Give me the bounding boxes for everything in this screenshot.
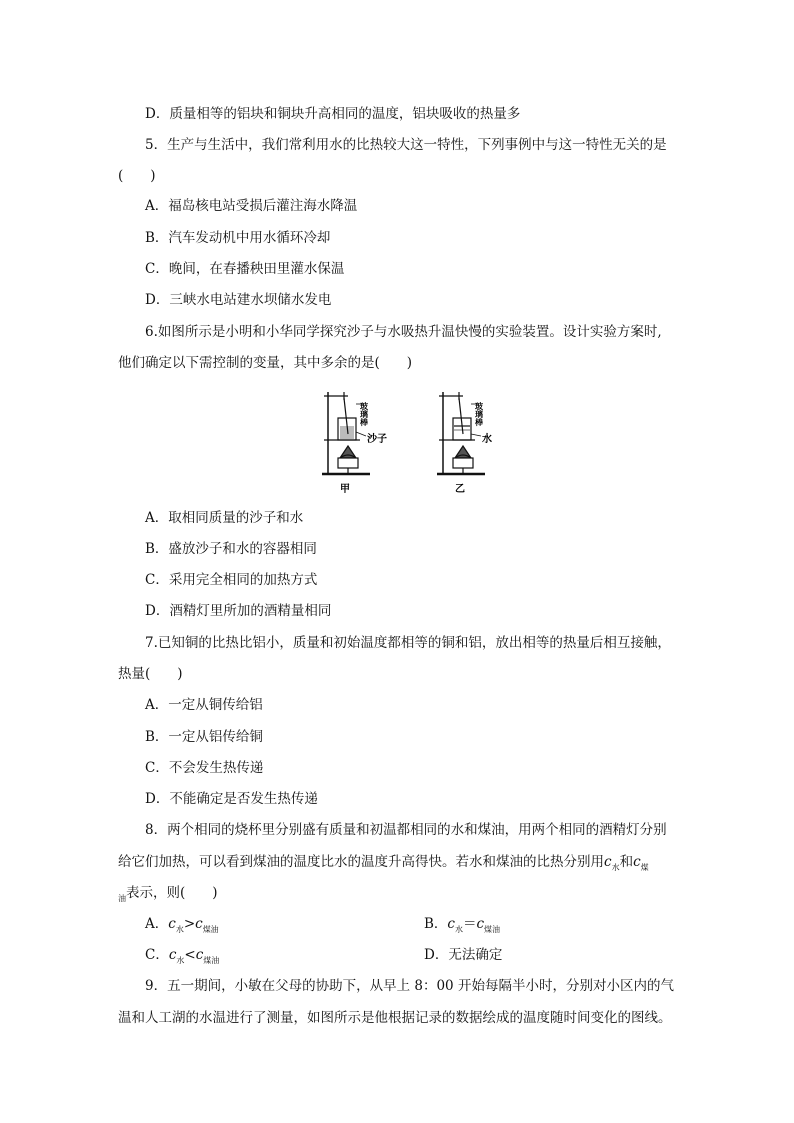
- option-a-prefix: A．: [145, 916, 169, 932]
- q5-option-b: B．汽车发动机中用水循环冷却: [145, 230, 331, 246]
- q8-stem-line1: 8．两个相同的烧杯里分别盛有质量和初温都相同的水和煤油，用两个相同的酒精灯分别: [145, 822, 667, 838]
- kerosene-subscript: 煤油: [202, 925, 219, 934]
- c-symbol: c: [633, 854, 641, 870]
- caption-right: 乙: [455, 484, 465, 495]
- option-c-prefix: C．: [145, 947, 169, 963]
- water-subscript: 水: [454, 925, 463, 934]
- kerosene-subscript-a: 煤: [640, 863, 649, 872]
- q6-option-c: C．采用完全相同的加热方式: [145, 572, 318, 588]
- q7-option-d: D．不能确定是否发生热传递: [145, 791, 318, 807]
- q8-option-d: D．无法确定: [424, 947, 503, 963]
- kerosene-subscript-b: 油: [118, 894, 126, 903]
- operator-eq: ＝: [462, 916, 477, 932]
- q9-stem-line1: 9．五一期间，小敏在父母的协助下，从早上 8：00 开始每隔半小时，分别对小区内的气: [145, 978, 674, 994]
- c-symbol: c: [604, 854, 612, 870]
- q7-stem-line2: 热量( ): [118, 666, 183, 682]
- c-symbol: c: [476, 916, 485, 932]
- q7-option-b: B．一定从铝传给铜: [145, 729, 263, 745]
- q9-stem-line2: 温和人工湖的水温进行了测量，如图所示是他根据记录的数据绘成的温度随时间变化的图线。: [118, 1010, 672, 1026]
- and-text: 和: [619, 854, 634, 870]
- q5-option-a: A．福岛核电站受损后灌注海水降温: [145, 198, 358, 214]
- q7-stem-line1: 7.已知铜的比热比铝小，质量和初始温度都相等的铜和铝，放出相等的热量后相互接触，: [145, 635, 671, 651]
- c-symbol: c: [447, 916, 455, 932]
- q8-stem-line2-text: 给它们加热，可以看到煤油的温度比水的温度升高得快。若水和煤油的比热分别用: [118, 854, 604, 870]
- q6-stem-line2: 他们确定以下需控制的变量，其中多余的是( ): [118, 355, 413, 371]
- c-symbol: c: [195, 916, 203, 932]
- c-symbol: c: [195, 947, 204, 963]
- q5-option-c: C．晚间，在春播秧田里灌水保温: [145, 261, 345, 277]
- caption-left: 甲: [340, 484, 350, 495]
- kerosene-subscript: 煤油: [484, 925, 501, 934]
- operator-lt: <: [184, 947, 196, 963]
- water-subscript: 水: [175, 925, 184, 934]
- label-water: 水: [482, 434, 492, 445]
- c-symbol: c: [168, 947, 177, 963]
- label-sand: 沙子: [367, 434, 387, 445]
- q5-option-d: D．三峡水电站建水坝储水发电: [145, 292, 332, 308]
- q5-stem-line2: ( ): [118, 168, 156, 184]
- operator-gt: >: [183, 916, 196, 932]
- q4-option-d: D．质量相等的铝块和铜块升高相同的温度，铝块吸收的热量多: [145, 106, 521, 122]
- option-b-prefix: B．: [424, 916, 448, 932]
- water-subscript: 水: [611, 863, 620, 872]
- label-glass-rod-left: 玻璃棒: [359, 402, 369, 426]
- q6-option-d: D．酒精灯里所加的酒精量相同: [145, 603, 332, 619]
- q7-option-a: A．一定从铜传给铝: [145, 697, 263, 713]
- label-glass-rod-right: 玻璃棒: [474, 402, 484, 426]
- q8-option-b: [424, 914, 794, 936]
- q7-option-c: C．不会发生热传递: [145, 760, 264, 776]
- q6-option-a: A．取相同质量的沙子和水: [145, 510, 304, 526]
- q8-stem-line3: [118, 883, 794, 905]
- water-subscript: 水: [176, 956, 185, 965]
- c-symbol: c: [168, 916, 176, 932]
- q6-stem-line1: 6.如图所示是小明和小华同学探究沙子与水吸热升温快慢的实验装置。设计实验方案时,: [145, 324, 662, 340]
- q8-stem-tail: 表示，则( ): [126, 885, 218, 901]
- q6-option-b: B．盛放沙子和水的容器相同: [145, 541, 317, 557]
- q5-stem-line1: 5．生产与生活中，我们常利用水的比热较大这一特性，下列事例中与这一特性无关的是: [145, 137, 667, 153]
- kerosene-subscript: 煤油: [203, 956, 220, 965]
- experiment-apparatus-figure: [318, 388, 498, 496]
- q8-stem-line2: [118, 852, 794, 874]
